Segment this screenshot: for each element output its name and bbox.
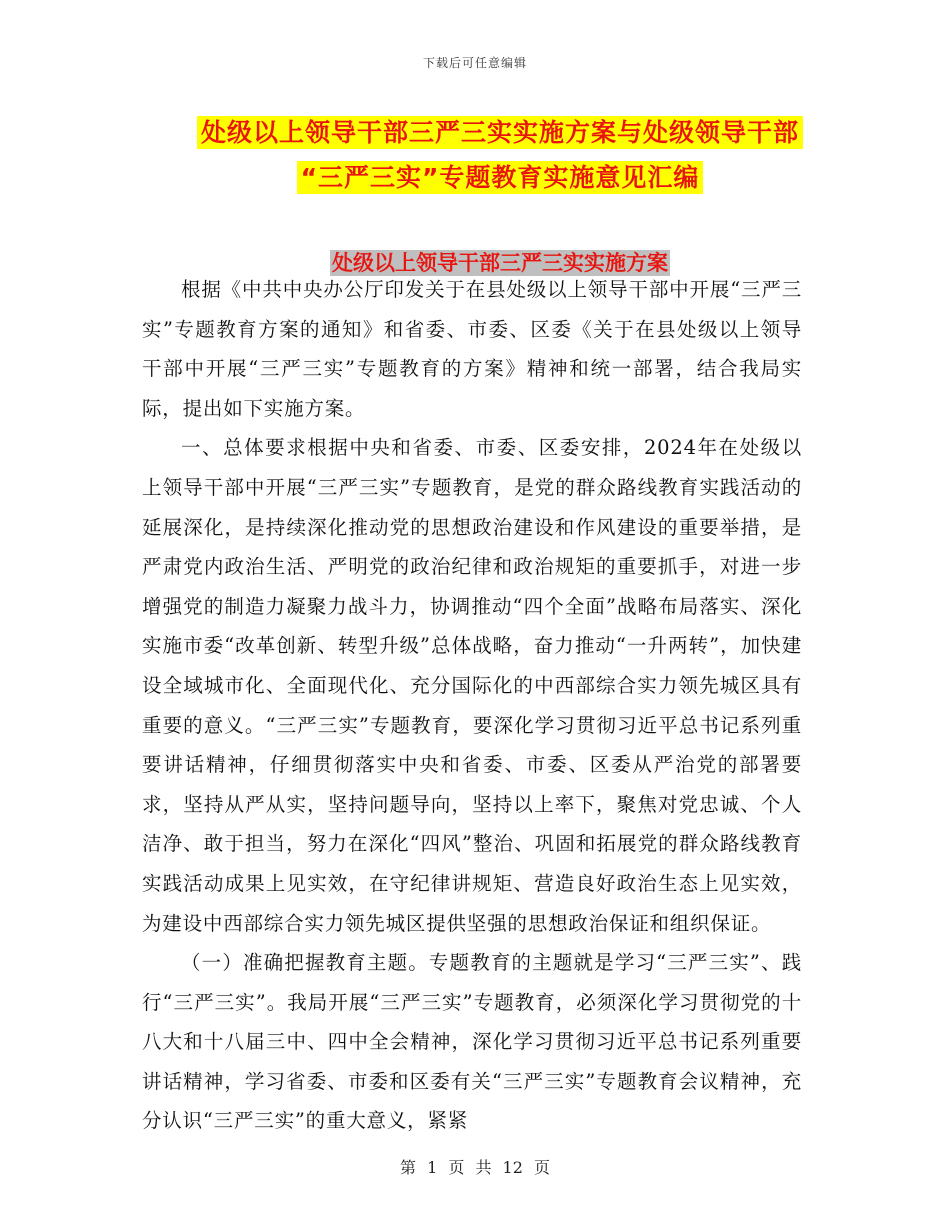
paragraph-intro: 根据《中共中央办公厅印发关于在县处级以上领导干部中开展“三严三实”专题教育方案的通知》和省委、市委、区委《关于在县处级以上领导干部中开展“三严三实”专题教育的方案》精神和统一部署，结合我局实际，提出如下实施方案。 bbox=[142, 278, 802, 420]
page-header-note: 下载后可任意编辑 bbox=[422, 56, 527, 70]
document-title-line-1-text: 处级以上领导干部三严三实实施方案与处级领导干部 bbox=[197, 116, 803, 149]
section-title-text: 处级以上领导干部三严三实实施方案 bbox=[332, 251, 668, 275]
document-title-line-2-text: “三严三实”专题教育实施意见汇编 bbox=[297, 161, 704, 194]
document-title-line-1 bbox=[140, 113, 860, 149]
paragraph-general-requirements: 一、总体要求根据中央和省委、市委、区委安排，2024年在处级以上领导干部中开展“三严三实”专题教育，是党的群众路线教育实践活动的延展深化，是持续深化推动党的思想政治建设和作风建设的重要举措，是严肃党内政治生活、严明党的政治纪律和政治规矩的重要抓手，对进一步增强党的制造力凝聚力战斗力，协调推动“四个全面”战略布局落实、深化实施市委“改革创新、转型升级”总体战略，奋力推动“一升两转”，加快建设全域城市化、全面现代化、充分国际化的中西部综合实力领先城区具有重要的意义。“三严三实”专题教育，要深化学习贯彻习近平总书记系列重要讲话精神，仔细贯彻落实中央和省委、市委、区委从严治党的部署要求，坚持从严从实，坚持问题导向，坚持以上率下，聚焦对党忠诚、个人洁净、敢于担当，努力在深化“四风”整治、巩固和拓展党的群众路线教育实践活动成果上见实效，在守纪律讲规矩、营造良好政治生态上见实效，为建设中西部综合实力领先城区提供坚强的思想政治保证和组织保证。 bbox=[142, 436, 802, 935]
document-title-line-2 bbox=[140, 158, 860, 194]
paragraph-education-theme: （一）准确把握教育主题。专题教育的主题就是学习“三严三实”、践行“三严三实”。我局开展“三严三实”专题教育，必须深化学习贯彻党的十八大和十八届三中、四中全会精神，深化学习贯彻习近平总书记系列重要讲话精神，学习省委、市委和区委有关“三严三实”专题教育会议精神，充分认识“三严三实”的重大意义，紧紧 bbox=[142, 951, 802, 1133]
page-footer: 第 1 页 共 12 页 bbox=[400, 1158, 550, 1177]
document-body bbox=[142, 270, 802, 1141]
